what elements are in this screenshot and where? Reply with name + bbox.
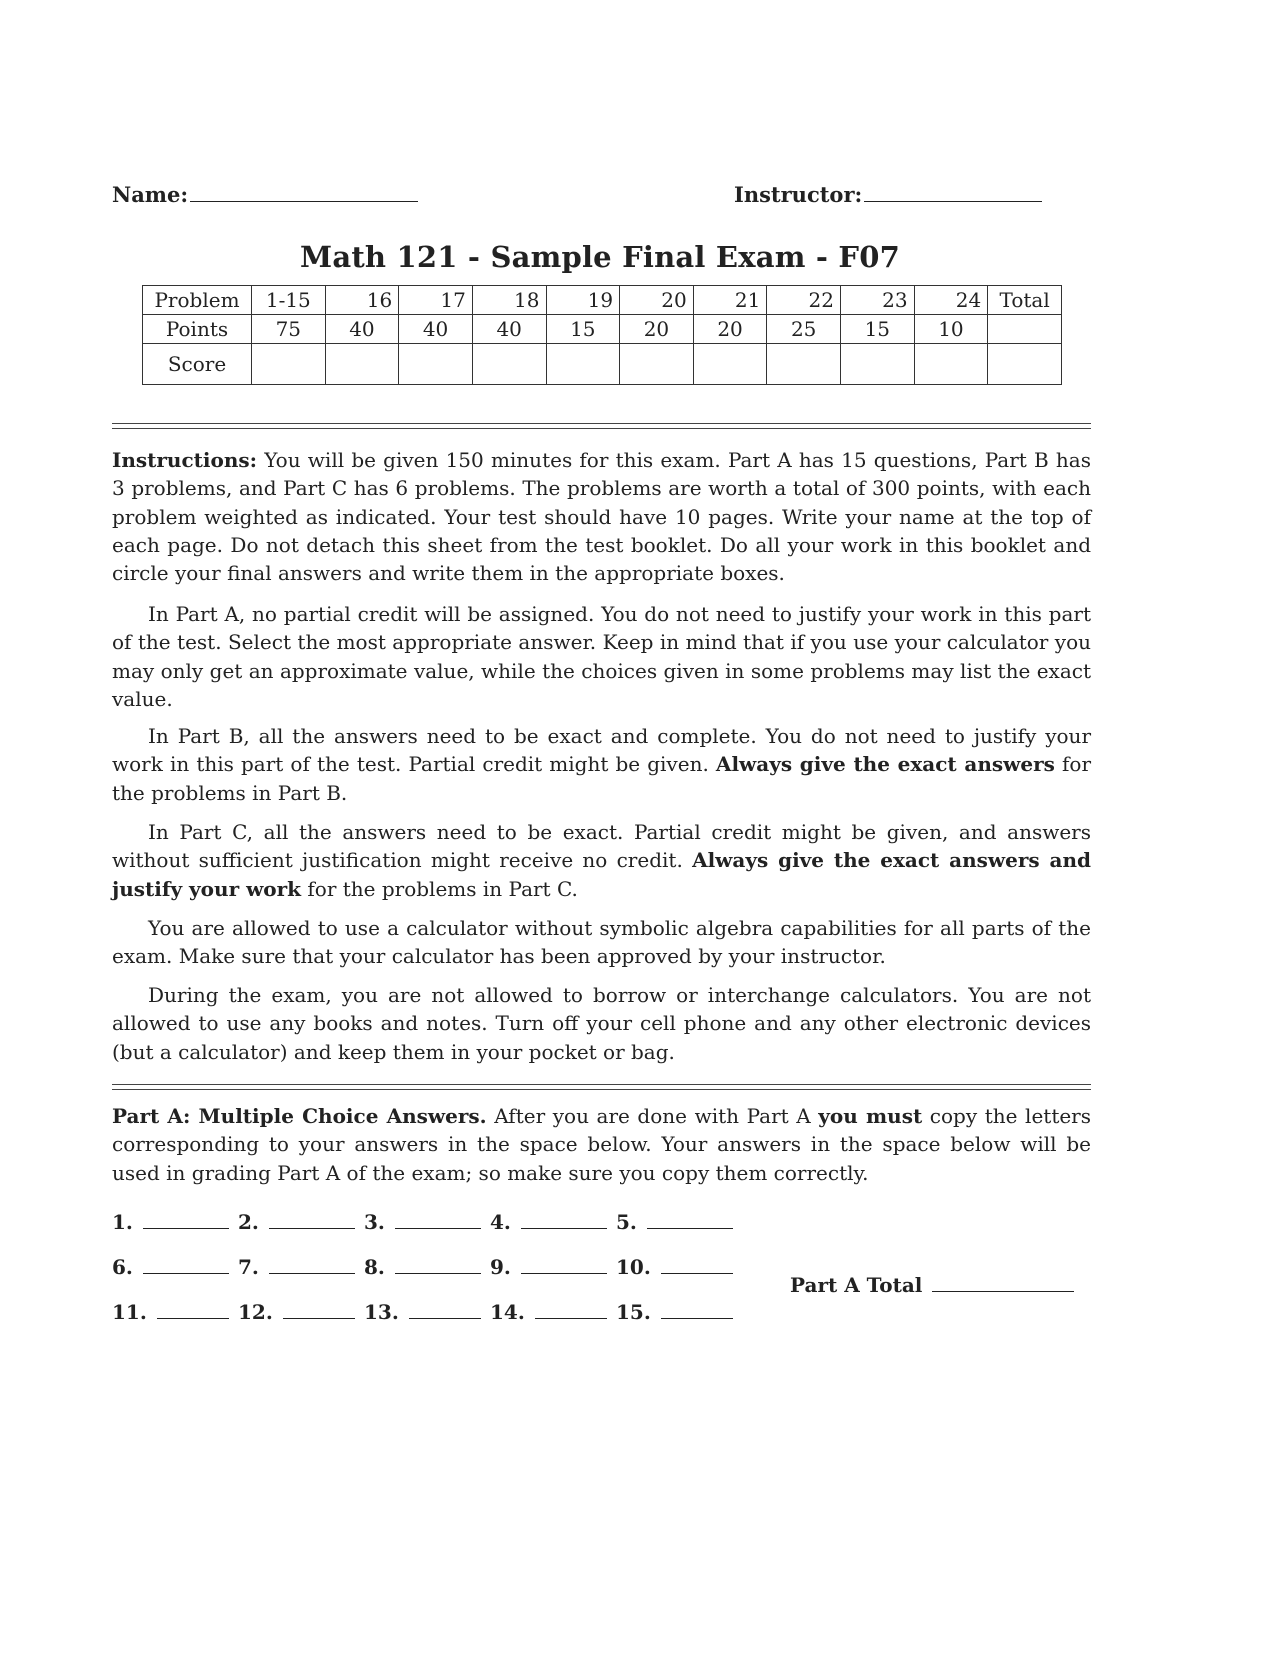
answer-slot[interactable]: 11. [112,1300,229,1324]
instructor-field[interactable] [734,182,1042,207]
part-a-total-blank[interactable] [932,1275,1074,1292]
double-rule-divider [112,1084,1091,1090]
part-a-paragraph: In Part A, no partial credit will be assigned. You do not need to justify your work in this part of the test. Select the most appropriate answer. Keep in mind that if you use your calculator you may only get an approximate value, while the choices given in some problems may list the exact value. [112,602,1091,711]
answer-blank[interactable] [395,1257,481,1274]
score-cell[interactable] [914,344,988,385]
answer-slot[interactable]: 10. [616,1255,733,1279]
answer-slot[interactable]: 1. [112,1210,229,1234]
instructor-label: Instructor: [734,182,863,207]
score-cell[interactable] [399,344,473,385]
page-title: Math 121 - Sample Final Exam - F07 [300,240,900,274]
answer-blank[interactable] [157,1302,229,1319]
answer-slot[interactable]: 8. [364,1255,481,1279]
name-field[interactable] [112,182,418,207]
answer-blank[interactable] [647,1212,733,1229]
problem-header: 21 [693,286,767,315]
answer-slot[interactable]: 12. [238,1300,355,1324]
answer-slot[interactable]: 13. [364,1300,481,1324]
score-total-cell[interactable] [988,344,1062,385]
answer-slot[interactable]: 7. [238,1255,355,1279]
points-cell: 20 [620,315,694,344]
answer-blank[interactable] [521,1257,607,1274]
answer-slot[interactable]: 2. [238,1210,355,1234]
instructions-text: You will be given 150 minutes for this exam. Part A has 15 questions, Part B has 3 problems, and Part C has 6 problems. The problems are worth a total of 300 points, with each problem weighted as indicated. Your test should have 10 pages. Write your name at the top of each page. Do not detach this sheet from the test booklet. Do all your work in this booklet and circle your final answers and write them in the appropriate boxes. [112,448,1091,586]
problem-header: 18 [472,286,546,315]
problem-header: 24 [914,286,988,315]
answer-slot[interactable]: 3. [364,1210,481,1234]
points-total-cell [988,315,1062,344]
problem-header: 1-15 [252,286,326,315]
answer-slot[interactable]: 5. [616,1210,733,1234]
answer-blank[interactable] [143,1212,229,1229]
points-cell: 15 [841,315,915,344]
problem-row-label: Problem [143,286,252,315]
part-a-total-field[interactable] [790,1273,1074,1297]
instructions-paragraph [112,446,1091,587]
part-a-answers-paragraph: Part A: Multiple Choice Answers. After you are done with Part A you must copy the letters corresponding to your answers in the space below. Your answers in the space below will be used in grading Part A of the exam; so make sure you copy them correctly. [112,1104,1092,1185]
instructor-blank-line[interactable] [864,183,1042,202]
answer-grid [112,1210,752,1345]
double-rule-divider [112,423,1091,429]
problem-header: 22 [767,286,841,315]
answer-blank[interactable] [143,1257,229,1274]
part-b-paragraph: In Part B, all the answers need to be exact and complete. You do not need to justify your work in this part of the test. Partial credit might be given. Always give the exact answers for the problems in Part B. [112,724,1092,805]
points-cell: 40 [472,315,546,344]
answer-row [112,1255,752,1300]
answer-slot[interactable]: 4. [490,1210,607,1234]
points-cell: 20 [693,315,767,344]
problem-row [143,286,1062,315]
part-c-paragraph: In Part C, all the answers need to be exact. Partial credit might be given, and answers without sufficient justification might receive no credit. Always give the exact answers and justify your work for the problems in Part C. [112,820,1091,901]
answer-blank[interactable] [661,1302,733,1319]
score-row [143,344,1062,385]
answer-slot[interactable]: 9. [490,1255,607,1279]
score-cell[interactable] [472,344,546,385]
problem-header: 19 [546,286,620,315]
problem-header: 16 [325,286,399,315]
answer-slot[interactable]: 14. [490,1300,607,1324]
problem-header: 20 [620,286,694,315]
score-table [142,285,1062,385]
points-cell: 40 [325,315,399,344]
answer-blank[interactable] [269,1257,355,1274]
answer-slot[interactable]: 6. [112,1255,229,1279]
score-cell[interactable] [767,344,841,385]
answer-slot[interactable]: 15. [616,1300,733,1324]
problem-header: 17 [399,286,473,315]
instructions-lead: Instructions: [112,448,258,472]
score-row-label: Score [143,344,252,385]
answer-blank[interactable] [535,1302,607,1319]
answer-row [112,1300,752,1345]
points-cell: 15 [546,315,620,344]
score-cell[interactable] [841,344,915,385]
answer-blank[interactable] [283,1302,355,1319]
score-cell[interactable] [325,344,399,385]
points-row-label: Points [143,315,252,344]
points-row [143,315,1062,344]
name-blank-line[interactable] [190,183,418,202]
score-cell[interactable] [693,344,767,385]
problem-header: 23 [841,286,915,315]
score-cell[interactable] [620,344,694,385]
answer-blank[interactable] [409,1302,481,1319]
answer-blank[interactable] [521,1212,607,1229]
points-cell: 75 [252,315,326,344]
points-cell: 25 [767,315,841,344]
score-cell[interactable] [546,344,620,385]
answer-blank[interactable] [269,1212,355,1229]
exam-rules-paragraph: During the exam, you are not allowed to borrow or interchange calculators. You are not allowed to use any books and notes. Turn off your cell phone and any other electronic devices (but a calculator) and keep them in your pocket or bag. [112,983,1091,1064]
score-cell[interactable] [252,344,326,385]
part-a-total-label: Part A Total [790,1273,923,1297]
points-cell: 40 [399,315,473,344]
answer-blank[interactable] [395,1212,481,1229]
total-header: Total [988,286,1062,315]
answer-row [112,1210,752,1255]
points-cell: 10 [914,315,988,344]
answer-blank[interactable] [661,1257,733,1274]
name-label: Name: [112,182,189,207]
calculator-paragraph: You are allowed to use a calculator without symbolic algebra capabilities for all parts of the exam. Make sure that your calculator has been approved by your instructor. [112,916,1091,969]
